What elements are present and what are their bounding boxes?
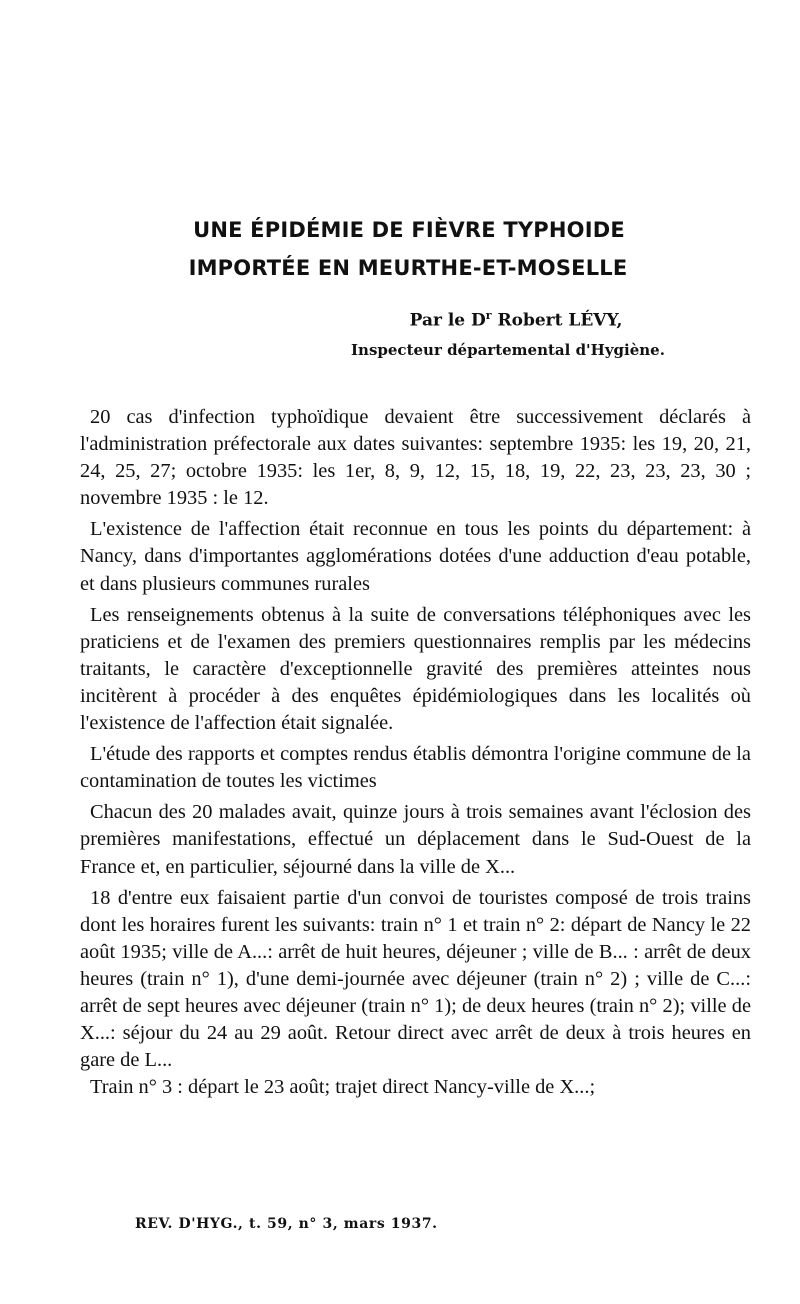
article-title-line-2: IMPORTÉE EN MEURTHE-ET-MOSELLE <box>188 256 628 280</box>
paragraph-7: Train n° 3 : départ le 23 août; trajet direct Nancy-ville de X...; <box>90 1076 596 1099</box>
paragraph-1: 20 cas d'infection typhoïdique devaient être successivement déclarés à l'administration préfectorale aux dates suivantes: septembre 1935: les 19, 20, 21, 24, 25, 27; octobre 1935: les 1er, 8, 9, 12, 15, 18, 19, 22, 23, 23, 23, 30 ; novembre 1935 : le 12. <box>80 406 751 510</box>
paragraph-5: Chacun des 20 malades avait, quinze jours à trois semaines avant l'éclosion des premières manifestations, effectué un déplacement dans le Sud-Ouest de la France et, en particulier, séjourné dans la ville de X... <box>80 801 751 878</box>
paragraph-4: L'étude des rapports et comptes rendus établis démontra l'origine commune de la contamination de toutes les victimes <box>80 743 751 793</box>
author-affiliation: Inspecteur départemental d'Hygiène. <box>351 341 665 359</box>
paragraph-6: 18 d'entre eux faisaient partie d'un convoi de touristes composé de trois trains dont les horaires furent les suivants: train n° 1 et train n° 2: départ de Nancy le 22 août 1935; ville de A...: arrêt de huit heures, déjeuner ; ville de B... : arrêt de deux heures (train n° 1), d'une demi-journée avec déjeuner (train n° 2) ; ville de C...: arrêt de sept heures avec déjeuner (train n° 1); de deux heures (train n° 2); ville de X...: séjour du 24 au 29 août. Retour direct avec arrêt de deux à trois heures en gare de L... <box>80 886 751 1072</box>
article-title-line-1: UNE ÉPIDÉMIE DE FIÈVRE TYPHOIDE <box>193 218 625 242</box>
article-body <box>80 404 751 1101</box>
byline-prefix: Par le D <box>409 310 486 331</box>
paragraph-3: Les renseignements obtenus à la suite de conversations téléphoniques avec les praticiens et de l'examen des premiers questionnaires remplis par les médecins traitants, le caractère d'exceptionnelle gravité des premières atteintes nous incitèrent à procéder à des enquêtes épidémiologiques dans les localités où l'existence de l'affection était signalée. <box>80 603 751 735</box>
author-byline <box>116 309 800 331</box>
journal-citation-footer: REV. D'HYG., t. 59, n° 3, mars 1937. <box>135 1216 438 1232</box>
byline-title-superscript: r <box>485 309 492 322</box>
author-name: Robert LÉVY, <box>497 310 623 331</box>
paragraph-2: L'existence de l'affection était reconnue en tous les points du département: à Nancy, dans d'importantes agglomérations dotées d'une adduction d'eau potable, et dans plusieurs communes rurales <box>80 518 751 595</box>
